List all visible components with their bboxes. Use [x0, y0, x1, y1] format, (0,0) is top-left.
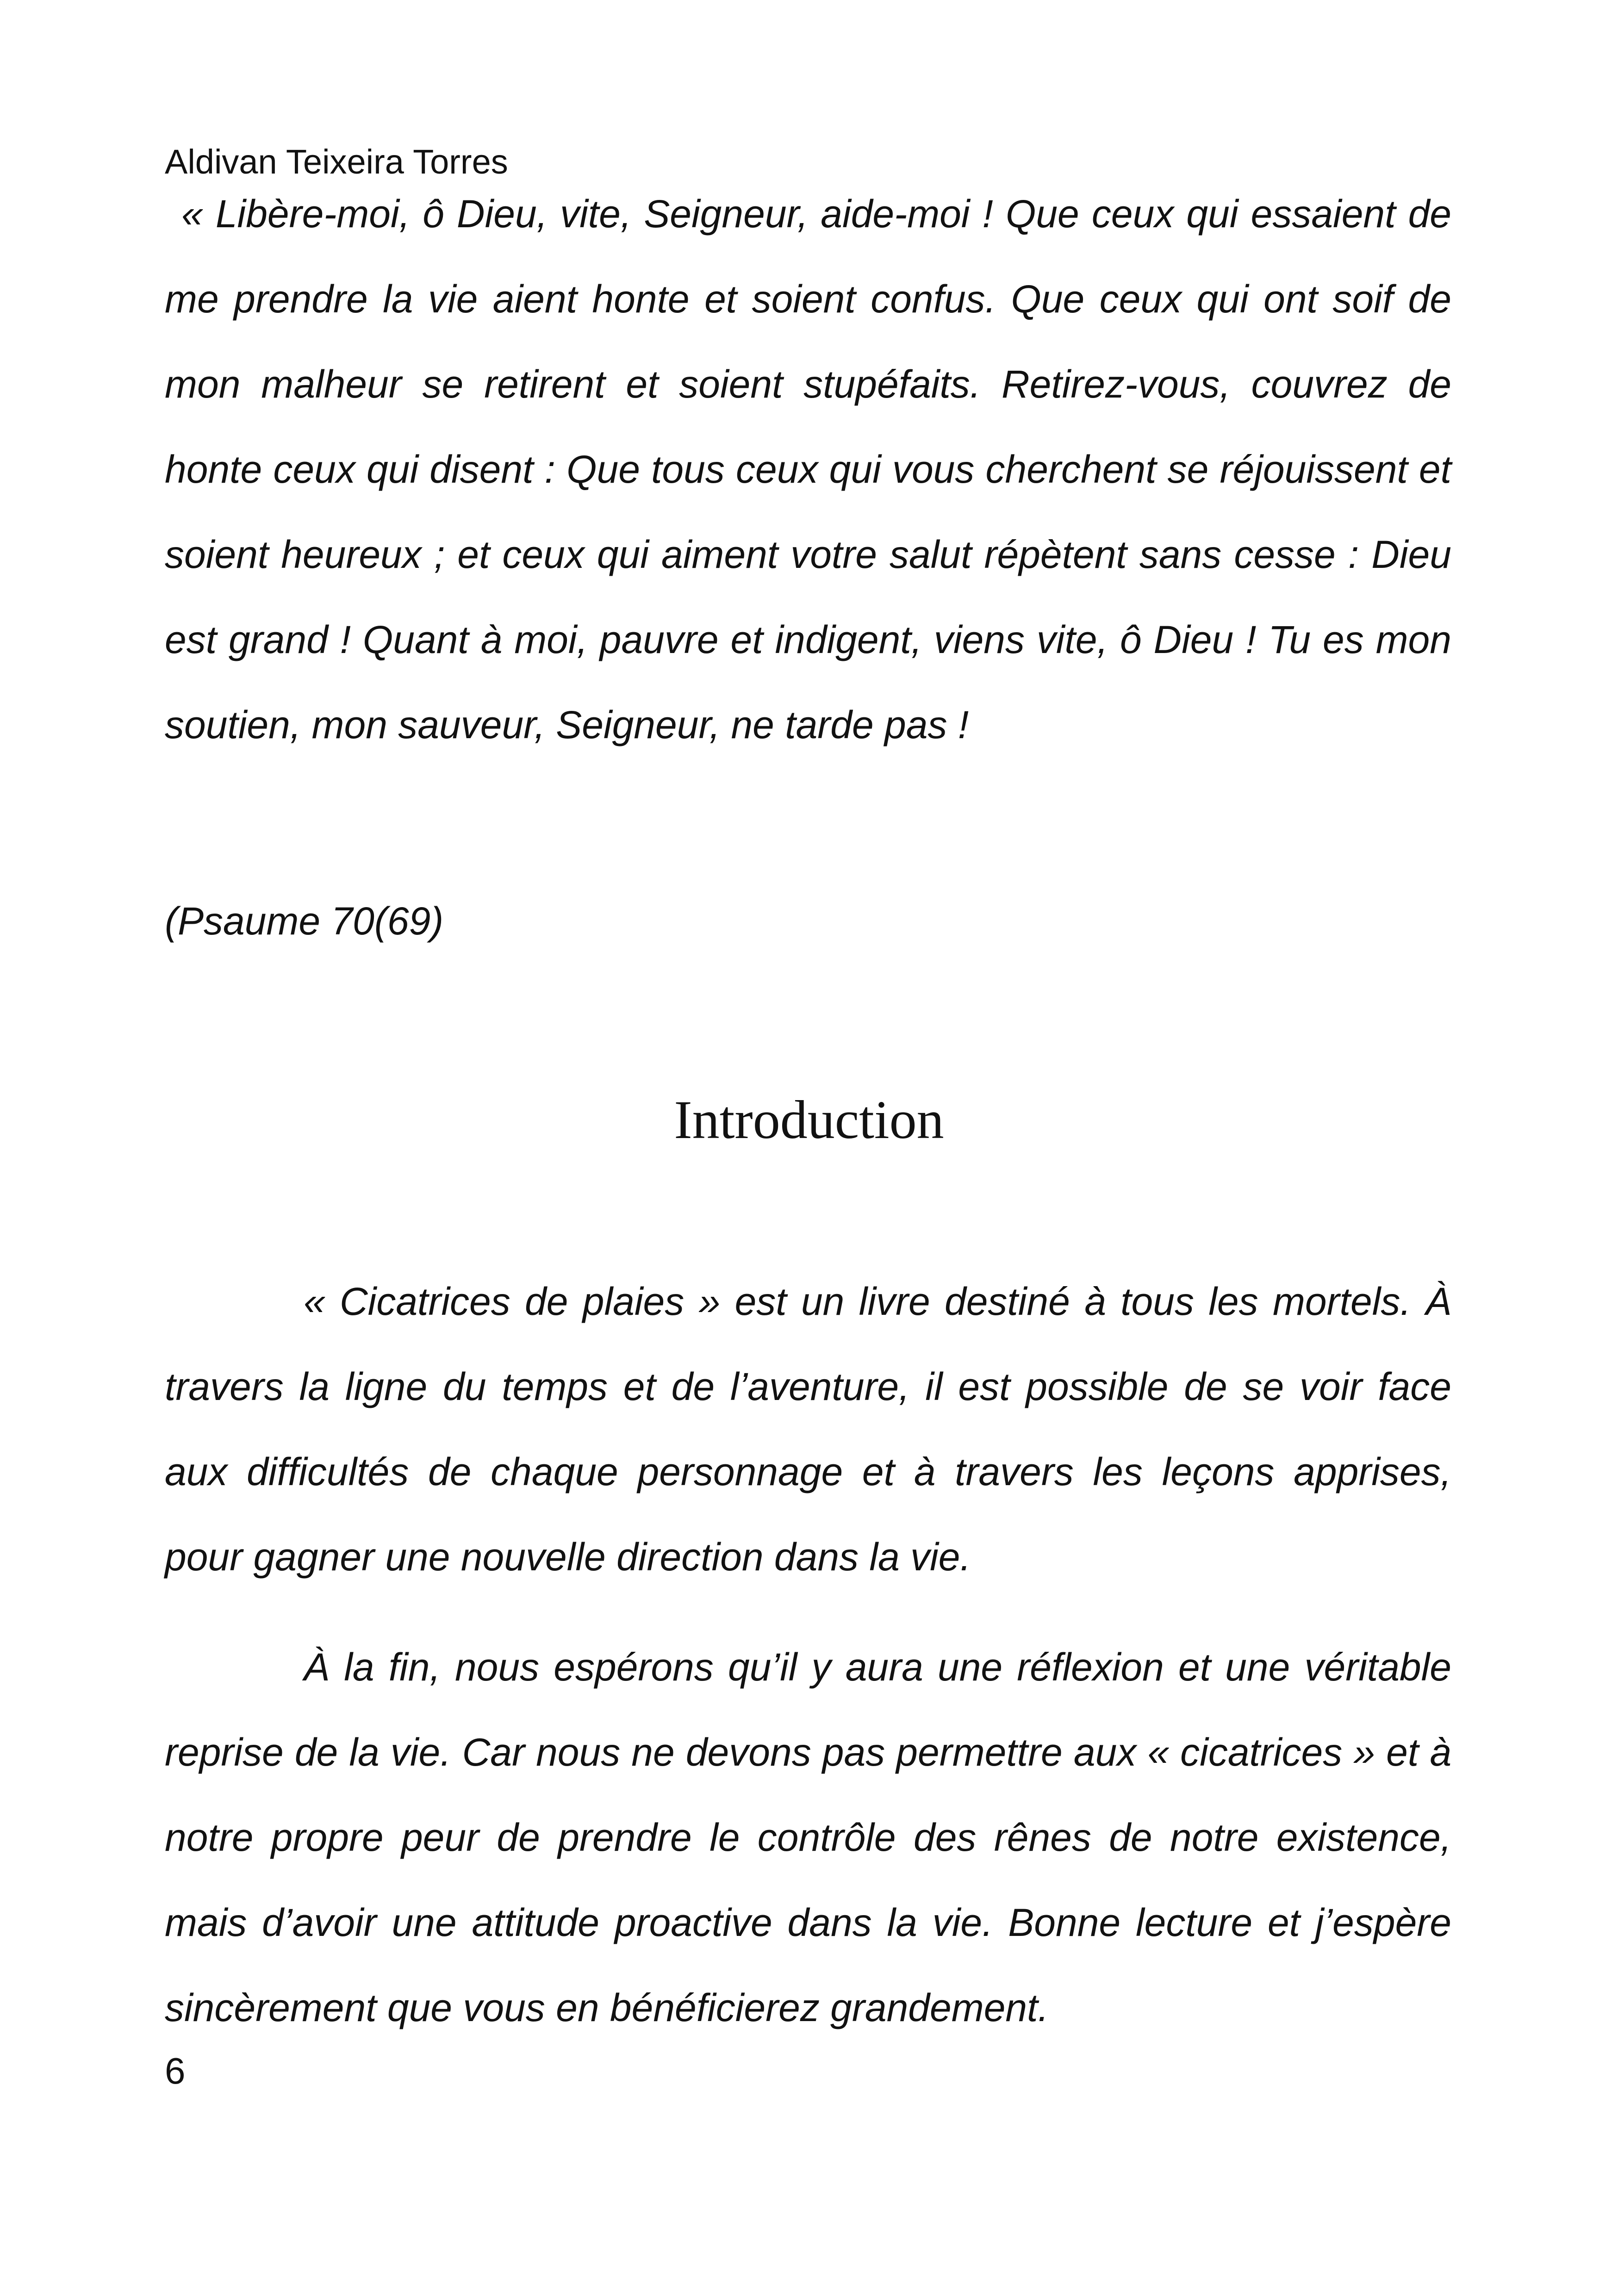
page-number: 6 — [165, 2050, 186, 2091]
epigraph-quote: « Libère-moi, ô Dieu, vite, Seigneur, aide-moi ! Que ceux qui essaient de me prendre la vie aient honte et soient confus. Que ceux qui ont soif de mon malheur se retirent et soient stupéfaits. Retirez-vous, couvrez de honte ceux qui disent : Que tous ceux qui vous cherchent se réjouissent et soient heureux ; et ceux qui aiment votre salut répètent sans cesse : Dieu est grand ! Quant à moi, pauvre et indigent, viens vite, ô Dieu ! Tu es mon soutien, mon sauveur, Seigneur, ne tarde pas ! — [165, 192, 1451, 747]
intro-paragraph-1: « Cicatrices de plaies » est un livre destiné à tous les mortels. À travers la ligne du temps et de l’aventure, il est possible de se voir face aux difficultés de chaque personnage et à travers les leçons apprises, pour gagner une nouvelle direction dans la vie. — [165, 1280, 1451, 1579]
running-head-author: Aldivan Teixeira Torres — [165, 143, 508, 181]
section-title: Introduction — [674, 1089, 944, 1150]
epigraph-source: (Psaume 70(69) — [165, 899, 444, 943]
intro-paragraph-2: À la fin, nous espérons qu’il y aura une réflexion et une véritable reprise de la vie. Car nous ne devons pas permettre aux « cicatrices » et à notre propre peur de prendre le contrôle des rênes de notre existence, mais d’avoir une attitude proactive dans la vie. Bonne lecture et j’espère sincèrement que vous en bénéficierez grandement. — [165, 1645, 1451, 2029]
